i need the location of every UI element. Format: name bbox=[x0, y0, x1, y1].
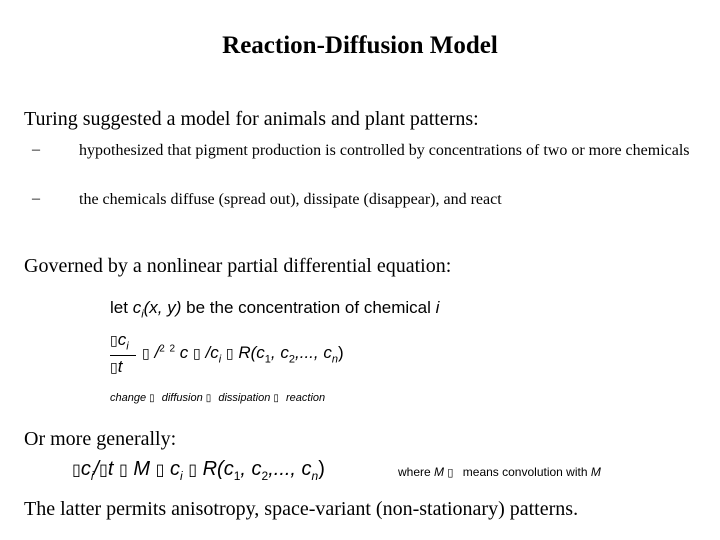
turing-point-1-text: hypothesized that pigment production is controlled by concentrations of two or more chemicals bbox=[79, 142, 690, 159]
kernel-M: M bbox=[133, 458, 151, 480]
chemical-i: i bbox=[435, 298, 440, 317]
let-suffix: be the concentration of chemical bbox=[181, 298, 436, 317]
frac-t: t bbox=[117, 357, 123, 376]
label-dissipation: dissipation bbox=[218, 392, 271, 404]
box-symbol: ▯ bbox=[149, 393, 155, 404]
R-args: (c bbox=[217, 458, 234, 480]
governed-text: Governed by a nonlinear partial differential equation: bbox=[24, 255, 452, 277]
equation1-rhs bbox=[142, 343, 344, 365]
where-M: M bbox=[434, 465, 445, 479]
sub-2: 2 bbox=[288, 353, 295, 366]
means-text: means convolution with bbox=[462, 465, 591, 479]
R-args: , c bbox=[270, 343, 289, 362]
eq2-c: c bbox=[169, 458, 180, 480]
fraction-denominator bbox=[110, 357, 122, 377]
equation2 bbox=[72, 458, 325, 483]
sub-n: n bbox=[331, 353, 338, 366]
convolution-symbol: ▯ bbox=[155, 460, 165, 479]
equals-symbol: ▯ bbox=[118, 460, 128, 479]
var-c: c bbox=[132, 298, 142, 317]
c-term: c bbox=[179, 343, 189, 362]
more-generally-text: Or more generally: bbox=[24, 428, 177, 450]
fraction-bar bbox=[110, 355, 136, 356]
equation2-note bbox=[398, 465, 601, 479]
partial-symbol: ▯ bbox=[72, 460, 81, 479]
dash-marker: – bbox=[32, 190, 40, 207]
box-symbol: ▯ bbox=[205, 393, 212, 404]
let-prefix: let bbox=[110, 298, 133, 317]
sub-i: i bbox=[126, 340, 129, 353]
means-M: M bbox=[590, 465, 601, 479]
R-args: ,..., c bbox=[295, 343, 332, 362]
operator-symbol: ▯ bbox=[193, 346, 201, 362]
partial-symbol: ▯ bbox=[99, 460, 108, 479]
partial-symbol: ▯ bbox=[110, 360, 118, 376]
sub-n: n bbox=[311, 469, 319, 483]
eq2-t: t bbox=[107, 458, 114, 480]
label-reaction: reaction bbox=[285, 392, 326, 404]
frac-c: c bbox=[117, 330, 127, 349]
box-symbol: ▯ bbox=[273, 393, 279, 404]
args-xy: (x, y) bbox=[143, 298, 182, 317]
sub-i: i bbox=[179, 469, 183, 483]
turing-point-1 bbox=[0, 141, 720, 191]
R-args: ,..., c bbox=[268, 458, 312, 480]
page-title: Reaction-Diffusion Model bbox=[222, 32, 498, 59]
R-close: ) bbox=[318, 458, 325, 480]
turing-point-2-text: the chemicals diffuse (spread out), dissipate (disappear), and react bbox=[79, 191, 502, 208]
fraction-numerator bbox=[110, 330, 129, 352]
reaction-R: R bbox=[202, 458, 218, 480]
sub-1: 1 bbox=[264, 353, 271, 366]
reaction-R: R bbox=[238, 343, 251, 362]
label-diffusion: diffusion bbox=[161, 392, 203, 404]
operator-symbol: ▯ bbox=[225, 346, 234, 362]
sub-i: i bbox=[141, 308, 144, 321]
sub-i: i bbox=[218, 353, 222, 366]
turing-point-2 bbox=[0, 190, 720, 214]
equation1-let-line bbox=[110, 298, 439, 320]
slash: / bbox=[154, 343, 160, 362]
eq2-c: c bbox=[80, 458, 91, 480]
sup-2: 2 bbox=[169, 343, 176, 355]
label-change: change bbox=[110, 392, 147, 404]
slash: / bbox=[205, 343, 211, 362]
R-close: ) bbox=[337, 343, 344, 362]
latter-text: The latter permits anisotropy, space-variant (non-stationary) patterns. bbox=[24, 498, 579, 520]
box-symbol: ▯ bbox=[447, 466, 454, 479]
sub-i: i bbox=[90, 469, 94, 483]
partial-symbol: ▯ bbox=[110, 333, 118, 349]
slash: / bbox=[93, 458, 100, 480]
c-term: c bbox=[210, 343, 219, 362]
R-args: (c bbox=[250, 343, 265, 362]
sup-2: 2 bbox=[159, 343, 165, 355]
where-text: where bbox=[398, 465, 435, 479]
operator-symbol: ▯ bbox=[188, 460, 198, 479]
dash-marker: – bbox=[32, 141, 40, 158]
sub-2: 2 bbox=[261, 469, 269, 483]
R-args: , c bbox=[240, 458, 262, 480]
equation1-labels bbox=[110, 392, 325, 404]
sub-1: 1 bbox=[233, 469, 241, 483]
equals-symbol: ▯ bbox=[142, 346, 150, 362]
turing-text: Turing suggested a model for animals and plant patterns: bbox=[24, 108, 479, 130]
